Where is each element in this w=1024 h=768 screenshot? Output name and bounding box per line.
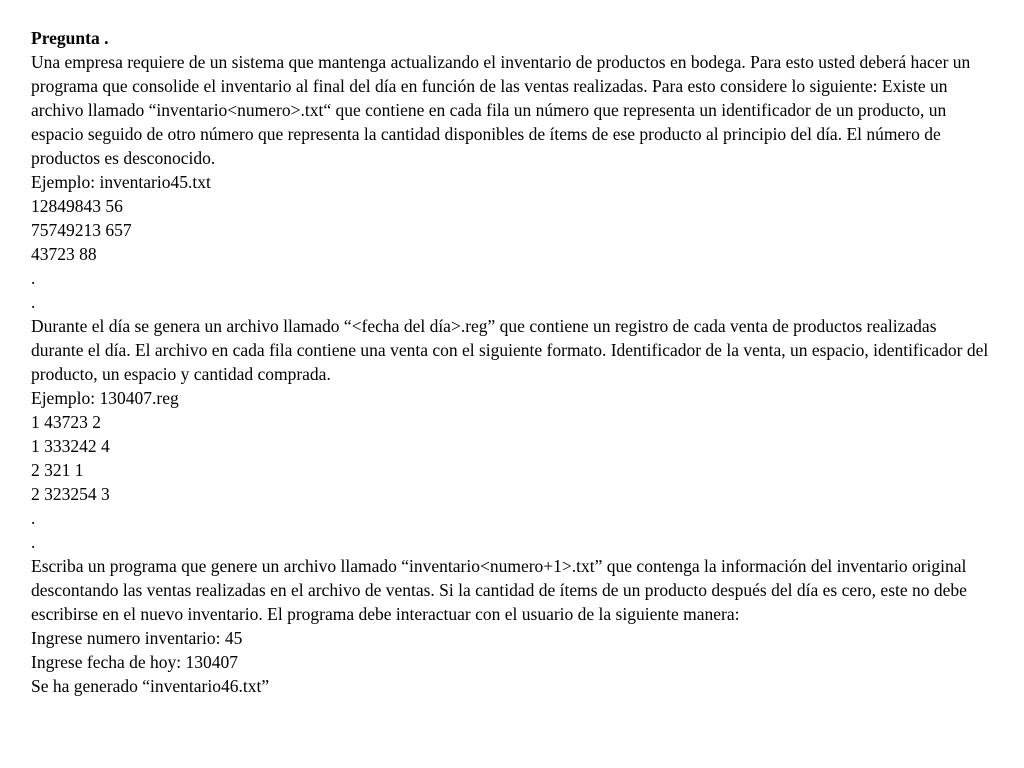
example2-line: 2 323254 3	[31, 484, 110, 504]
document-page	[31, 26, 991, 698]
interaction-line: Ingrese fecha de hoy: 130407	[31, 652, 239, 672]
example2-line: 1 333242 4	[31, 436, 110, 456]
example1-line: 43723 88	[31, 244, 97, 264]
sales-description-paragraph: Durante el día se genera un archivo llamado “<fecha del día>.reg” que contiene un registro de cada venta de productos realizadas durante el día. El archivo en cada fila contiene una venta con el siguiente formato. Identificador de la venta, un espacio, identificador del producto, un espacio y cantidad comprada.	[31, 316, 989, 384]
example2-line: .	[31, 532, 36, 552]
task-paragraph: Escriba un programa que genere un archivo llamado “inventario<numero+1>.txt” que contenga la información del inventario original descontando las ventas realizadas en el archivo de ventas. Si la cantidad de ítems de un producto después del día es cero, este no debe escribirse en el nuevo inventario. El programa debe interactuar con el usuario de la siguiente manera:	[31, 556, 967, 624]
example2-line: .	[31, 508, 36, 528]
question-title: Pregunta .	[31, 28, 109, 48]
example2-line: 2 321 1	[31, 460, 84, 480]
example2-label: Ejemplo: 130407.reg	[31, 388, 179, 408]
interaction-line: Se ha generado “inventario46.txt”	[31, 676, 270, 696]
interaction-line: Ingrese numero inventario: 45	[31, 628, 243, 648]
intro-paragraph: Una empresa requiere de un sistema que mantenga actualizando el inventario de productos en bodega. Para esto usted deberá hacer un programa que consolide el inventario al final del día en función de las ventas realizadas. Para esto considere lo siguiente: Existe un archivo llamado “inventario<numero>.txt“ que contiene en cada fila un número que representa un identificador de un producto, un espacio seguido de otro número que representa la cantidad disponibles de ítems de ese producto al principio del día. El número de productos es desconocido.	[31, 52, 971, 168]
example1-line: 75749213 657	[31, 220, 132, 240]
example1-line: 12849843 56	[31, 196, 123, 216]
example2-line: 1 43723 2	[31, 412, 101, 432]
example1-line: .	[31, 268, 36, 288]
example1-label: Ejemplo: inventario45.txt	[31, 172, 211, 192]
example1-line: .	[31, 292, 36, 312]
